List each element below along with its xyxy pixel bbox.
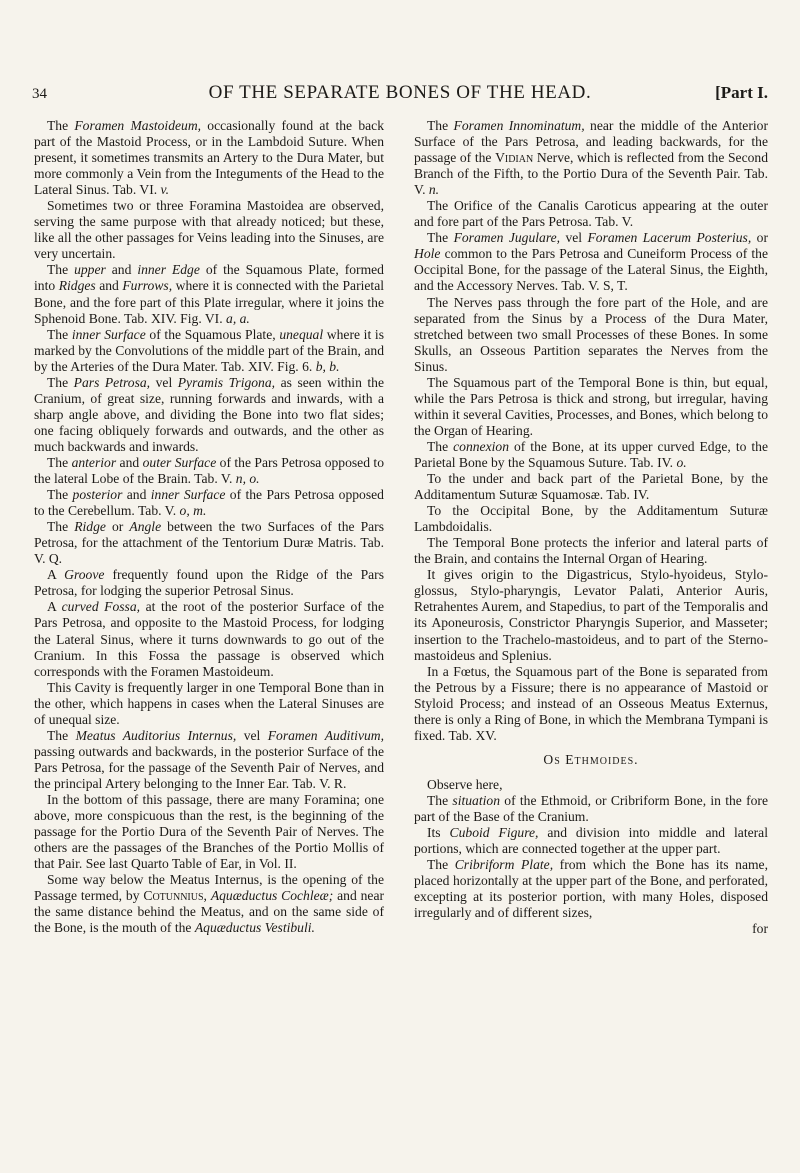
paragraph: The Temporal Bone protects the inferior and lateral parts of the Brain, and contains the Internal Organ of Hearing. xyxy=(414,535,768,567)
section-heading: Os Ethmoides. xyxy=(543,751,639,767)
paragraph: The situation of the Ethmoid, or Cribriform Bone, in the fore part of the Base of the Cranium. xyxy=(414,792,768,824)
paragraph: It gives origin to the Digastricus, Stylo-hyoideus, Stylo-glossus, Stylo-pharyngis, Levator Palati, Anterior Auris, Retrahentes Aurem, and Stapedius, to part of the Temporalis and its Aponeurosis, Constrictor Pharyngis Superior, and Masseter; insertion to the Trachelo-mastoideus, and to part of the Sterno-mastoideus and Splenius. xyxy=(414,567,768,663)
paragraph: Sometimes two or three Foramina Mastoidea are observed, serving the same purpose with that already noticed; but these, like all the other passages for Veins leading into the Sinuses, are very uncertain. xyxy=(34,198,384,262)
catchword: for xyxy=(752,921,768,937)
paragraph: Some way below the Meatus Internus, is the opening of the Passage termed, by Cotunnius, Aquæductus Cochleæ; and near the same distance behind the Meatus, and on the same side of the Bone, is the mouth of the Aquæductus Vestibuli. xyxy=(34,872,384,936)
part-label: [Part I. xyxy=(715,83,768,102)
paragraph: The Orifice of the Canalis Caroticus appearing at the outer and fore part of the Pars Petrosa. Tab. V. xyxy=(414,198,768,230)
paragraph: To the under and back part of the Parietal Bone, by the Additamentum Suturæ Squamosæ. Tab. IV. xyxy=(414,471,768,503)
paragraph: The Foramen Jugulare, vel Foramen Lacerum Posterius, or Hole common to the Pars Petrosa and Cuneiform Process of the Occipital Bone, for the passage of the Lateral Sinus, the Eighth, and the Accessory Nerves. Tab. V. S, T. xyxy=(414,230,768,294)
paragraph: A curved Fossa, at the root of the posterior Surface of the Pars Petrosa, and opposite to the Mastoid Process, for lodging the Lateral Sinus, where it turns downwards to go out of the Cranium. In this Fossa the passage is observed which corresponds with the Foramen Mastoideum. xyxy=(34,599,384,679)
paragraph: A Groove frequently found upon the Ridge of the Pars Petrosa, for lodging the superior Petrosal Sinus. xyxy=(34,567,384,599)
running-title: OF THE SEPARATE BONES OF THE HEAD. xyxy=(208,82,592,103)
paragraph: The Foramen Mastoideum, occasionally found at the back part of the Mastoid Process, or in the Lambdoid Suture. When present, it sometimes transmits an Artery to the Dura Mater, but more commonly a Vein from the Integuments of the Head to the Lateral Sinus. Tab. VI. v. xyxy=(34,118,384,198)
left-column xyxy=(34,118,384,936)
paragraph: The Meatus Auditorius Internus, vel Foramen Auditivum, passing outwards and backwards, in the posterior Surface of the Pars Petrosa, for the passage of the Seventh Pair of Nerves, and the principal Artery belonging to the Inner Ear. Tab. V. R. xyxy=(34,727,384,791)
paragraph: This Cavity is frequently larger in one Temporal Bone than in the other, which happens in cases when the Lateral Sinuses are of unequal size. xyxy=(34,679,384,727)
paragraph: The Pars Petrosa, vel Pyramis Trigona, as seen within the Cranium, of great size, running forwards and inwards, with a sharp angle above, and dividing the Bone into two flat sides; one facing obliquely forwards and outwards, and the other as much backwards and inwards. xyxy=(34,374,385,454)
paragraph: In a Fœtus, the Squamous part of the Bone is separated from the Petrous by a Fissure; there is no appearance of Mastoid or Styloid Process; and instead of an Osseous Meatus Externus, there is only a Ring of Bone, in which the Membrana Tympani is fixed. Tab. XV. xyxy=(414,663,768,743)
paragraph: The Cribriform Plate, from which the Bone has its name, placed horizontally at the upper part of the Bone, and perforated, excepting at its posterior portion, with many Holes, disposed irregularly and of different sizes, xyxy=(414,857,768,921)
right-column xyxy=(414,118,768,937)
paragraph: The Foramen Innominatum, near the middle of the Anterior Surface of the Pars Petrosa, and leading backwards, for the passage of the Vidian Nerve, which is reflected from the Second Branch of the Fifth, to the Portio Dura of the Seventh Pair. Tab. V. n. xyxy=(414,118,768,198)
paragraph: In the bottom of this passage, there are many Foramina; one above, more conspicuous than the rest, is the beginning of the passage for the Portio Dura of the Seventh Pair of Nerves. The others are the passages of the Branches of the Portio Mollis of that Pair. See last Quarto Table of Ear, in Vol. II. xyxy=(34,791,384,872)
paragraph: The anterior and outer Surface of the Pars Petrosa opposed to the lateral Lobe of the Brain. Tab. V. n, o. xyxy=(34,454,384,487)
paragraph: The Ridge or Angle between the two Surfaces of the Pars Petrosa, for the attachment of the Tentorium Duræ Matris. Tab. V. Q. xyxy=(34,519,384,567)
paragraph: To the Occipital Bone, by the Additamentum Suturæ Lambdoidalis. xyxy=(414,503,768,535)
paragraph: The upper and inner Edge of the Squamous Plate, formed into Ridges and Furrows, where it is connected with the Parietal Bone, and the fore part of this Plate irregular, where it joins the Sphenoid Bone. Tab. XIV. Fig. VI. a, a. xyxy=(34,262,385,326)
paragraph: Observe here, xyxy=(427,776,503,792)
paragraph: The connexion of the Bone, at its upper curved Edge, to the Parietal Bone by the Squamous Suture. Tab. IV. o. xyxy=(414,438,768,470)
paragraph: The inner Surface of the Squamous Plate, unequal where it is marked by the Convolutions of the middle part of the Brain, and by the Arteries of the Dura Mater. Tab. XIV. Fig. 6. b, b. xyxy=(34,326,384,374)
paragraph: The Nerves pass through the fore part of the Hole, and are separated from the Sinus by a Process of the Dura Mater, stretched between two small Processes of these Bones. In some Skulls, an Osseous Partition separates the Nerves from the Sinus. xyxy=(414,294,768,374)
paragraph: The posterior and inner Surface of the Pars Petrosa opposed to the Cerebellum. Tab. V. o, m. xyxy=(34,487,384,519)
page-header xyxy=(32,80,768,110)
paragraph: Its Cuboid Figure, and division into middle and lateral portions, which are connected together at the upper part. xyxy=(414,825,768,857)
page-number: 34 xyxy=(32,86,47,102)
paragraph: The Squamous part of the Temporal Bone is thin, but equal, while the Pars Petrosa is thick and strong, but irregular, having within it several Cavities, Processes, and Bones, which belong to the Organ of Hearing. xyxy=(414,374,768,438)
